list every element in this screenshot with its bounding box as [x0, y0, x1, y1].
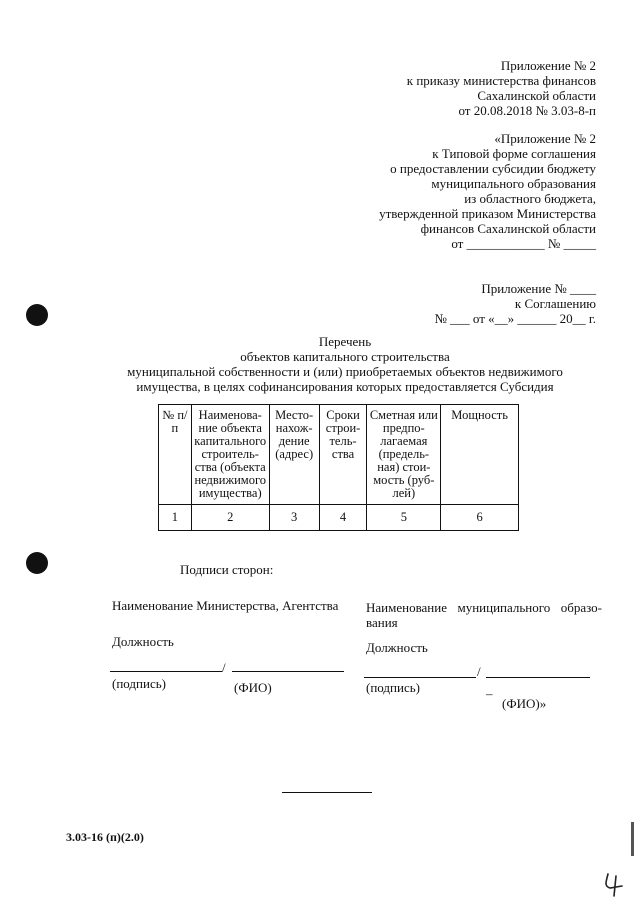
form-appendix-line: муниципального образования [431, 176, 596, 191]
left-position-label: Должность [112, 634, 174, 649]
order-appendix-line: Сахалинской области [477, 88, 596, 103]
punch-hole-top [26, 304, 48, 326]
form-appendix-line: «Приложение № 2 [494, 131, 596, 146]
order-appendix-block [330, 58, 596, 118]
form-appendix-line: утвержденной приказом Министерства [379, 206, 596, 221]
table-header-row [159, 405, 519, 505]
document-code: 3.03-16 (п)(2.0) [66, 830, 144, 844]
right-signature-label: (подпись) [366, 680, 420, 695]
punch-hole-bottom [26, 552, 48, 574]
right-name-line [486, 677, 590, 678]
right-position-label: Должность [366, 640, 428, 655]
scan-edge-mark [631, 822, 634, 856]
table-number-row [159, 505, 519, 531]
agreement-appendix-line: к Соглашению [514, 296, 596, 311]
title-line: имущества, в целях софинансирования которых предоставляется Субсидия [136, 379, 554, 394]
left-name-label: (ФИО) [234, 680, 272, 695]
right-slash: / [477, 664, 481, 679]
table-cell: 5 [367, 505, 441, 531]
form-appendix-line: от ____________ № _____ [451, 236, 596, 251]
title-line: муниципальной собственности и (или) приобретаемых объектов недвижимого [127, 364, 563, 379]
right-dash: – [486, 686, 493, 701]
table-header-cell: Сметная или предпо-лагаемая (предель-ная) стои-мость (руб-лей) [367, 405, 441, 505]
objects-table [158, 404, 519, 531]
table-header-cell: № п/п [159, 405, 192, 505]
title-line: объектов капитального строительства [240, 349, 450, 364]
signatures-heading: Подписи сторон: [180, 562, 274, 577]
agreement-appendix-line: № ___ от «__» ______ 20__ г. [434, 311, 596, 326]
right-name-label: (ФИО)» [502, 696, 547, 711]
left-signature-line [110, 671, 222, 672]
form-appendix-line: о предоставлении субсидии бюджету [390, 161, 596, 176]
table-header-cell: Наименова-ние объекта капитального строитель-ства (объекта недвижимого имущества) [191, 405, 269, 505]
form-appendix-line: к Типовой форме соглашения [432, 146, 596, 161]
table-cell: 6 [441, 505, 519, 531]
municipality-name-label: Наименование муниципального образо-вания [366, 600, 602, 630]
title-line: Перечень [318, 334, 372, 349]
left-signature-label: (подпись) [112, 676, 166, 691]
document-title [100, 334, 590, 394]
agreement-appendix-block [380, 281, 596, 326]
left-name-line [232, 671, 344, 672]
right-signature-line [364, 677, 476, 678]
table-cell: 2 [191, 505, 269, 531]
order-appendix-line: к приказу министерства финансов [406, 73, 596, 88]
table-header-cell: Сроки строи-тель-ства [319, 405, 367, 505]
separator-line [282, 792, 372, 793]
left-slash: / [222, 660, 226, 675]
form-appendix-line: финансов Сахалинской области [420, 221, 596, 236]
table-cell: 4 [319, 505, 367, 531]
agreement-appendix-line: Приложение № ____ [481, 281, 596, 296]
table-cell: 3 [269, 505, 319, 531]
ministry-name-label: Наименование Министерства, Агентства [112, 598, 339, 613]
order-appendix-line: Приложение № 2 [500, 58, 596, 73]
table-header-cell: Мощность [441, 405, 519, 505]
order-appendix-line: от 20.08.2018 № 3.03-8-п [458, 103, 596, 118]
table-header-cell: Место-нахож-дение (адрес) [269, 405, 319, 505]
form-appendix-line: из областного бюджета, [464, 191, 596, 206]
table-cell: 1 [159, 505, 192, 531]
handwritten-page-mark [600, 870, 630, 900]
form-appendix-block [300, 131, 596, 251]
